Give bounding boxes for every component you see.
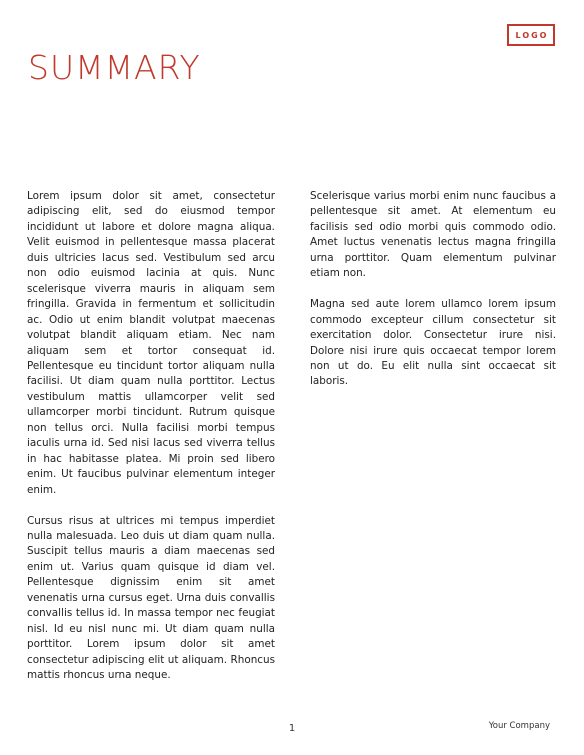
footer-company-name: Your Company xyxy=(488,721,550,731)
logo xyxy=(507,24,555,46)
page-title: SUMMARY xyxy=(28,48,201,87)
right-column xyxy=(310,189,556,405)
paragraph: Scelerisque varius morbi enim nunc faucibus a pellentesque sit amet. At elementum eu facilisis sed odio morbi quis commodo odio. Amet luctus venenatis lectus magna fringilla urna porttitor. Quam elementum pulvinar etiam non. xyxy=(310,190,556,280)
page-number: 1 xyxy=(288,723,296,734)
paragraph: Magna sed aute lorem ullamco lorem ipsum commodo excepteur cillum consectetur sit exercitation dolor. Consectetur irure nisi. Dolore nisi irure quis occaecat tempor lorem non ut do. Eu elit nulla sint occaecat sit laboris. xyxy=(310,298,556,388)
paragraph: Lorem ipsum dolor sit amet, consectetur adipiscing elit, sed do eiusmod tempor incididunt ut labore et dolore magna aliqua. Velit euismod in pellentesque massa placerat duis ultricies lacus sed. Vestibulum sed arcu non odio euismod lacinia at quis. Nunc scelerisque viverra mauris in aliquam sem fringilla. Gravida in fermentum et sollicitudin ac. Odio ut enim blandit volutpat maecenas volutpat blandit aliquam etiam. Nec nam aliquam sem et tortor consequat id. Pellentesque eu tincidunt tortor aliquam nulla facilisi. Ut diam quam nulla porttitor. Lectus vestibulum mattis ullamcorper velit sed ullamcorper morbi tincidunt. Rutrum quisque non tellus orci. Nulla facilisi morbi tempus iaculis urna id. Sed nisi lacus sed viverra tellus in hac habitasse platea. Mi proin sed libero enim. Ut faucibus pulvinar elementum integer enim. xyxy=(27,190,275,496)
left-column xyxy=(27,189,275,699)
logo-label: LOGO xyxy=(515,30,549,40)
paragraph: Cursus risus at ultrices mi tempus imperdiet nulla malesuada. Leo duis ut diam quam nulla. Suscipit tellus mauris a diam maecenas sed enim ut. Varius quam quisque id diam vel. Pellentesque dignissim enim sit amet venenatis urna cursus eget. Urna duis convallis convallis tellus id. In massa tempor nec feugiat nisl. Id eu nisl nunc mi. Ut diam quam nulla porttitor. Lorem ipsum dolor sit amet consectetur adipiscing elit ut aliquam. Rhoncus mattis rhoncus urna neque. xyxy=(27,514,275,682)
